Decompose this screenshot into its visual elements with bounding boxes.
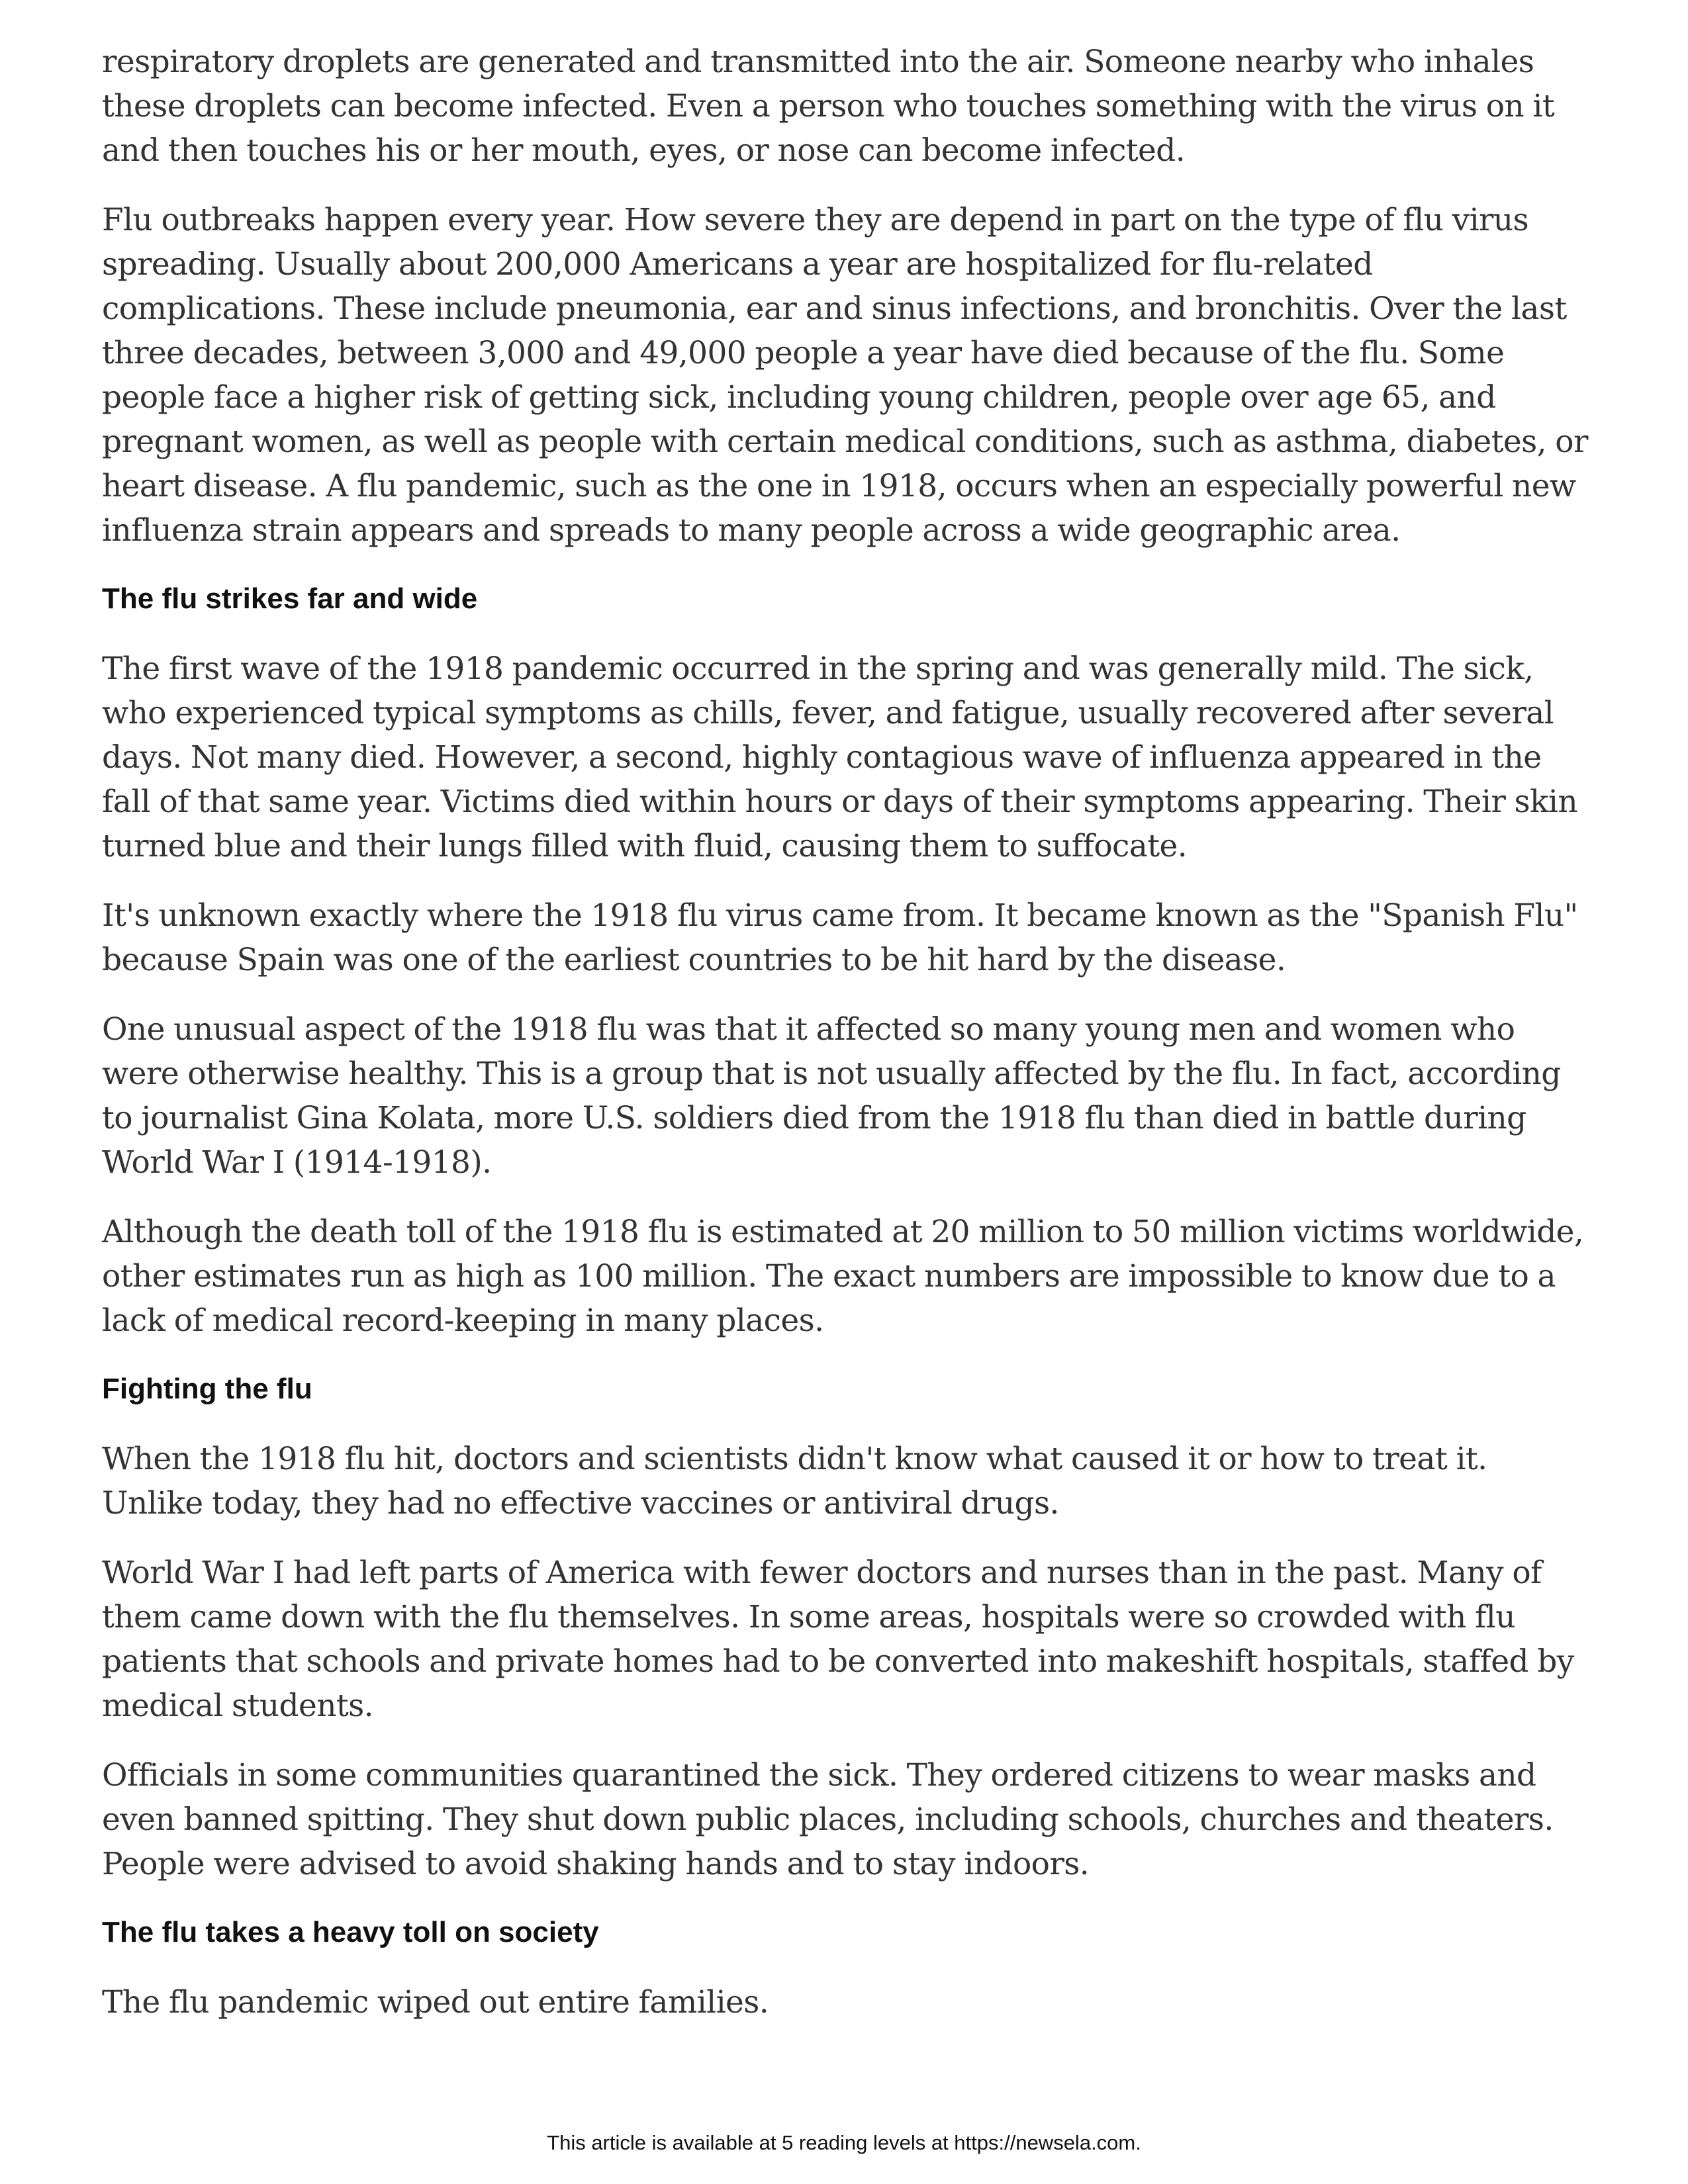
paragraph-doctor-shortage: World War I had left parts of America with fewer doctors and nurses than in the past. Many of them came down with the flu themselves. In some areas, hospitals were so crowded with flu patients that schools and private homes had to be converted into makeshift hospitals, staffed by medical students. — [102, 1555, 1574, 1724]
section-heading-fighting: Fighting the flu — [102, 1373, 312, 1405]
paragraph-families: The flu pandemic wiped out entire families. — [102, 1984, 769, 2021]
paragraph-first-wave: The first wave of the 1918 pandemic occurred in the spring and was generally mild. The sick, who experienced typical symptoms as chills, fever, and fatigue, usually recovered after several days. Not many died. However, a second, highly contagious wave of influenza appeared in the fall of that same year. Victims died within hours or days of their symptoms appearing. Their skin turned blue and their lungs filled with fluid, causing them to suffocate. — [102, 651, 1578, 864]
paragraph-death-toll: Although the death toll of the 1918 flu is estimated at 20 million to 50 million victims worldwide, other estimates run as high as 100 million. The exact numbers are impossible to know due to a lack of medical record-keeping in many places. — [102, 1214, 1584, 1339]
article-body — [102, 40, 1591, 2050]
paragraph-spanish-flu: It's unknown exactly where the 1918 flu virus came from. It became known as the "Spanish Flu" because Spain was one of the earliest countries to be hit hard by the disease. — [102, 897, 1578, 978]
paragraph-no-treatment: When the 1918 flu hit, doctors and scientists didn't know what caused it or how to treat it. Unlike today, they had no effective vaccines or antiviral drugs. — [102, 1441, 1487, 1522]
section-heading-heavy-toll: The flu takes a heavy toll on society — [102, 1916, 599, 1948]
paragraph-young-adults: One unusual aspect of the 1918 flu was that it affected so many young men and women who were otherwise healthy. This is a group that is not usually affected by the flu. In fact, according to journalist Gina Kolata, more U.S. soldiers died from the 1918 flu than died in battle during World War I (1914-1918). — [102, 1011, 1561, 1181]
paragraph-outbreaks: Flu outbreaks happen every year. How severe they are depend in part on the type of flu virus spreading. Usually about 200,000 Americans a year are hospitalized for flu-related complications. These include pneumonia, ear and sinus infections, and bronchitis. Over the last three decades, between 3,000 and 49,000 people a year have died because of the flu. Some people face a higher risk of getting sick, including young children, people over age 65, and pregnant women, as well as people with certain medical conditions, such as asthma, diabetes, or heart disease. A flu pandemic, such as the one in 1918, occurs when an especially powerful new influenza strain appears and spreads to many people across a wide geographic area. — [102, 202, 1588, 549]
page-footer: This article is available at 5 reading levels at https://newsela.com. — [547, 2131, 1141, 2154]
paragraph-droplets: respiratory droplets are generated and transmitted into the air. Someone nearby who inhales these droplets can become infected. Even a person who touches something with the virus on it and then touches his or her mouth, eyes, or nose can become infected. — [102, 44, 1555, 169]
section-heading-far-and-wide: The flu strikes far and wide — [102, 582, 478, 615]
paragraph-quarantine: Officials in some communities quarantined the sick. They ordered citizens to wear masks and even banned spitting. They shut down public places, including schools, churches and theaters. People were advised to avoid shaking hands and to stay indoors. — [102, 1757, 1554, 1882]
